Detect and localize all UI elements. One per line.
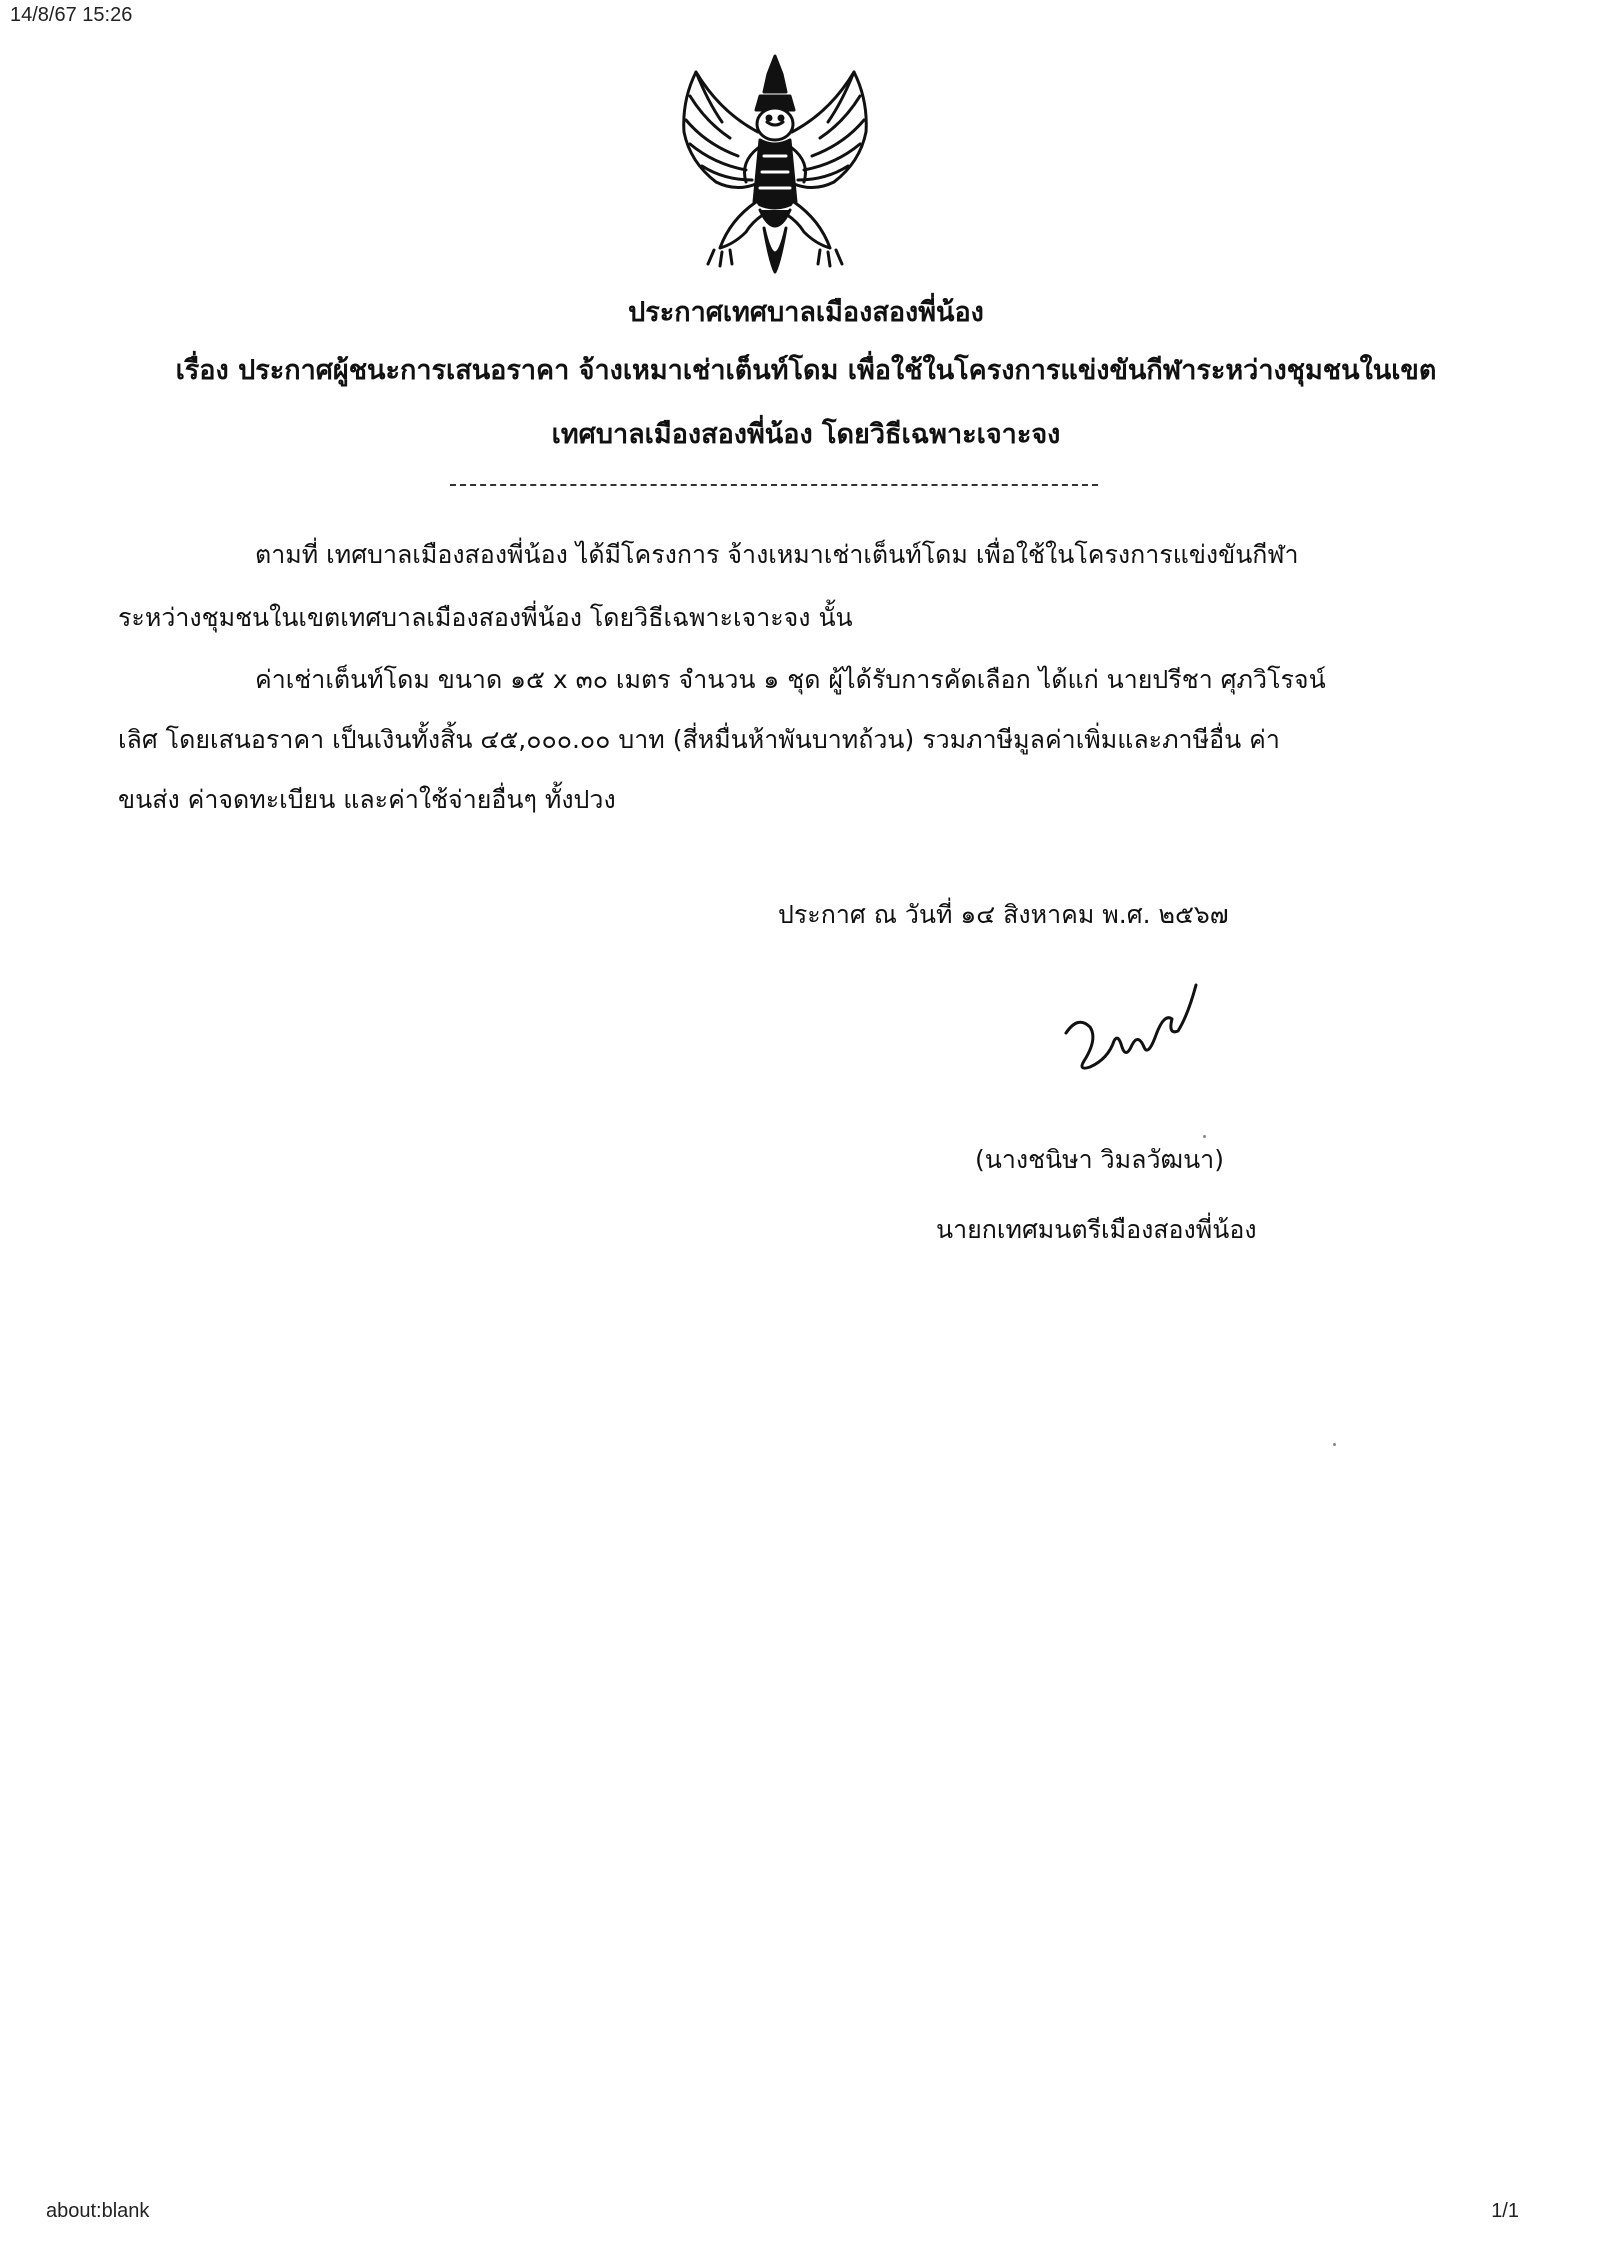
paragraph2-line3: ขนส่ง ค่าจดทะเบียน และค่าใช้จ่ายอื่นๆ ทั้งปวง (118, 785, 616, 814)
print-footer-url: about:blank (46, 2200, 150, 2222)
paragraph2-line1: ค่าเช่าเต็นท์โดม ขนาด ๑๕ x ๓๐ เมตร จำนวน ๑ ชุด ผู้ได้รับการคัดเลือก ได้แก่ นายปรีชา ศุภวิโรจน์ (255, 665, 1326, 694)
print-footer-page: 1/1 (1491, 2200, 1519, 2222)
scan-speck (1203, 1135, 1206, 1138)
signer-name: (นางชนิษา วิมลวัฒนา) (975, 1145, 1224, 1174)
title-divider (450, 484, 1098, 486)
paragraph1-line2: ระหว่างชุมชนในเขตเทศบาลเมืองสองพี่น้อง โดยวิธีเฉพาะเจาะจง นั้น (118, 603, 853, 632)
document-title: ประกาศเทศบาลเมืองสองพี่น้อง (628, 297, 984, 328)
paragraph1-line1: ตามที่ เทศบาลเมืองสองพี่น้อง ได้มีโครงการ จ้างเหมาเช่าเต็นท์โดม เพื่อใช้ในโครงการแข่งขันกีฬา (255, 540, 1299, 569)
scan-speck (1333, 1443, 1336, 1446)
signer-position: นายกเทศมนตรีเมืองสองพี่น้อง (936, 1215, 1257, 1244)
print-header-datetime: 14/8/67 15:26 (10, 4, 133, 26)
paragraph2-line2: เลิศ โดยเสนอราคา เป็นเงินทั้งสิ้น ๔๕,๐๐๐.๐๐ บาท (สี่หมื่นห้าพันบาทถ้วน) รวมภาษีมูลค่าเพิ่มและภาษีอื่น ค่า (118, 725, 1280, 754)
announcement-date: ประกาศ ณ วันที่ ๑๔ สิงหาคม พ.ศ. ๒๕๖๗ (778, 900, 1229, 929)
document-subject-line1: เรื่อง ประกาศผู้ชนะการเสนอราคา จ้างเหมาเช่าเต็นท์โดม เพื่อใช้ในโครงการแข่งขันกีฬาระหว่างชุมชนในเขต (175, 355, 1437, 386)
handwritten-signature (1060, 975, 1220, 1085)
document-subject-line2: เทศบาลเมืองสองพี่น้อง โดยวิธีเฉพาะเจาะจง (551, 419, 1061, 450)
garuda-emblem-icon (660, 52, 890, 284)
